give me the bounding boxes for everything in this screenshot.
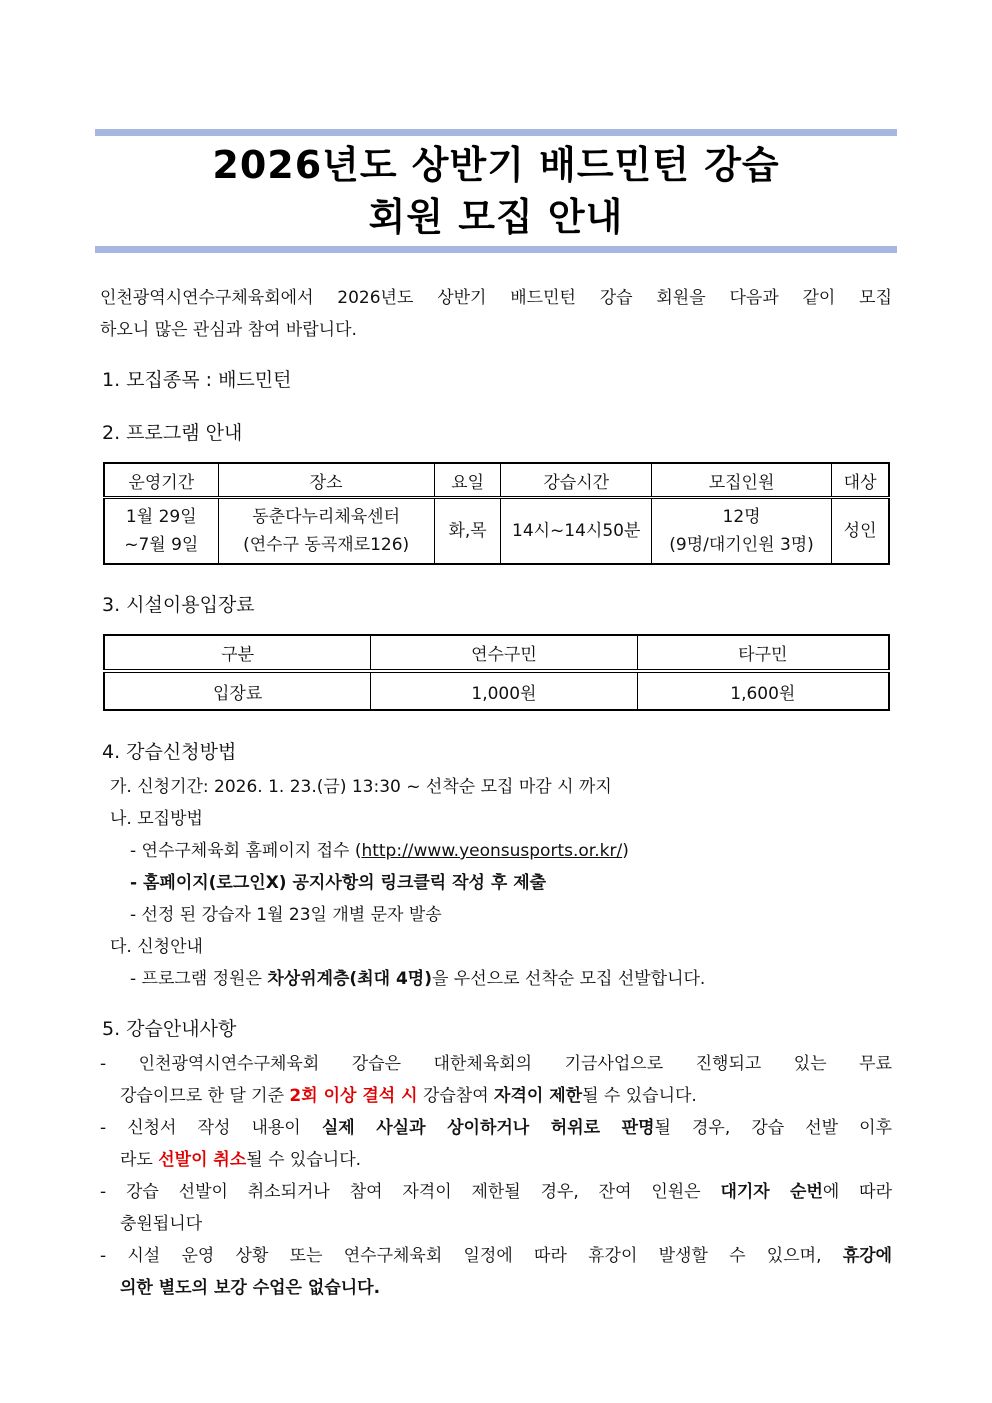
period-line2: ~7월 9일 [124, 535, 199, 555]
notice-1-text-c: 될 수 있습니다. [582, 1086, 697, 1106]
header-days: 요일 [434, 463, 501, 498]
cell-place [218, 498, 434, 565]
notice-1-text-b: 강습참여 [417, 1086, 495, 1106]
cell-count [651, 498, 831, 565]
recruit-method-1-text: - 연수구체육회 홈페이지 접수 ( [130, 841, 362, 861]
recruit-method-2: - 홈페이지(로그인X) 공지사항의 링크클릭 작성 후 제출 [130, 873, 547, 893]
cell-target: 성인 [832, 498, 889, 565]
cell-fee-resident: 1,000원 [371, 671, 637, 710]
notice-2-red: 선발이 취소 [158, 1150, 247, 1170]
apply-period: 가. 신청기간: 2026. 1. 23.(금) 13:30 ~ 선착순 모집 마감 시 까지 [110, 777, 612, 797]
notice-2-line1 [100, 1112, 892, 1144]
notice-4-line2: 의한 별도의 보강 수업은 없습니다. [120, 1278, 381, 1298]
notice-2-text-d: 될 수 있습니다. [246, 1150, 362, 1170]
intro-line2: 하오니 많은 관심과 참여 바랍니다. [100, 320, 357, 340]
header-time: 강습시간 [501, 463, 651, 498]
count-line2: (9명/대기인원 3명) [669, 535, 814, 555]
apply-guide-1-text: - 프로그램 정원은 [130, 969, 268, 989]
section1-heading: 1. 모집종목 : 배드민턴 [102, 369, 292, 391]
header-place: 장소 [218, 463, 434, 498]
period-line1: 1월 29일 [125, 507, 197, 527]
title-bar-top [95, 129, 897, 136]
notice-3-bold: 대기자 순번 [720, 1182, 823, 1202]
notice-1-line2 [100, 1080, 892, 1112]
intro-line1: 인천광역시연수구체육회에서 2026년도 상반기 배드민턴 강습 회원을 다음과 같이 모집 [100, 288, 892, 308]
count-line1: 12명 [722, 507, 761, 527]
header-count: 모집인원 [651, 463, 831, 498]
fee-table-header [104, 635, 889, 671]
notice-3-text-b: 에 따라 [822, 1182, 893, 1202]
cell-period [104, 498, 218, 565]
apply-guide-1-bold: 차상위계층(최대 4명) [267, 969, 432, 989]
header-resident: 연수구민 [371, 635, 637, 671]
cell-fee-nonresident: 1,600원 [637, 671, 889, 710]
recruit-method-1 [130, 837, 629, 865]
cell-time: 14시~14시50분 [501, 498, 651, 565]
page-title-line1: 2026년도 상반기 배드민턴 강습 [212, 143, 780, 187]
notice-4-line1 [100, 1240, 892, 1272]
section3-heading: 3. 시설이용입장료 [102, 594, 255, 616]
intro-paragraph [100, 282, 892, 346]
recruit-method-label: 나. 모집방법 [110, 809, 203, 829]
notice-3-line2: 충원됩니다 [120, 1214, 203, 1234]
section2-heading: 2. 프로그램 안내 [102, 422, 243, 444]
section4-heading: 4. 강습신청방법 [102, 741, 237, 763]
notice-3-line1 [100, 1176, 892, 1208]
notice-1-line1: - 인천광역시연수구체육회 강습은 대한체육회의 기금사업으로 진행되고 있는 무료 [100, 1054, 892, 1074]
notice-4-bold-1: 휴강에 [842, 1246, 892, 1266]
apply-guide-1 [130, 965, 705, 993]
cell-fee-label: 입장료 [104, 671, 371, 710]
header-period: 운영기간 [104, 463, 218, 498]
recruit-method-1-suffix: ) [622, 841, 629, 861]
header-target: 대상 [832, 463, 889, 498]
notice-4-text-a: - 시설 운영 상황 또는 연수구체육회 일정에 따라 휴강이 발생할 수 있으며, [100, 1246, 843, 1266]
place-line1: 동춘다누리체육센터 [252, 507, 401, 527]
page-title-line2: 회원 모집 안내 [368, 195, 624, 239]
program-table-header [104, 463, 889, 498]
notice-2-bold: 실제 사실과 상이하거나 허위로 판명 [321, 1118, 655, 1138]
fee-table [103, 634, 890, 711]
place-line2: (연수구 동곡재로126) [243, 535, 410, 555]
title-bar-bottom [95, 246, 897, 253]
apply-guide-1-suffix: 을 우선으로 선착순 모집 선발합니다. [431, 969, 706, 989]
notice-2-text-b: 될 경우, 강습 선발 이후 [654, 1118, 892, 1138]
header-category: 구분 [104, 635, 371, 671]
cell-days: 화,목 [434, 498, 501, 565]
homepage-link[interactable]: http://www.yeonsusports.or.kr/ [361, 841, 623, 861]
notice-1-text-a: 강습이므로 한 달 기준 [120, 1086, 290, 1106]
header-nonresident: 타구민 [637, 635, 889, 671]
fee-table-row [104, 671, 889, 710]
notice-1-red: 2회 이상 결석 시 [289, 1086, 418, 1106]
notice-1-bold: 자격이 제한 [494, 1086, 583, 1106]
apply-guide-label: 다. 신청안내 [110, 937, 203, 957]
notice-2-text-c: 라도 [120, 1150, 159, 1170]
recruit-method-3: - 선정 된 강습자 1월 23일 개별 문자 발송 [130, 905, 442, 925]
section5-heading: 5. 강습안내사항 [102, 1018, 237, 1040]
notice-3-text-a: - 강습 선발이 취소되거나 참여 자격이 제한될 경우, 잔여 인원은 [100, 1182, 721, 1202]
program-table [103, 462, 890, 565]
notice-2-text-a: - 신청서 작성 내용이 [100, 1118, 322, 1138]
notice-2-line2 [100, 1144, 892, 1176]
program-table-row [104, 498, 889, 565]
notice-list [100, 1048, 892, 1304]
